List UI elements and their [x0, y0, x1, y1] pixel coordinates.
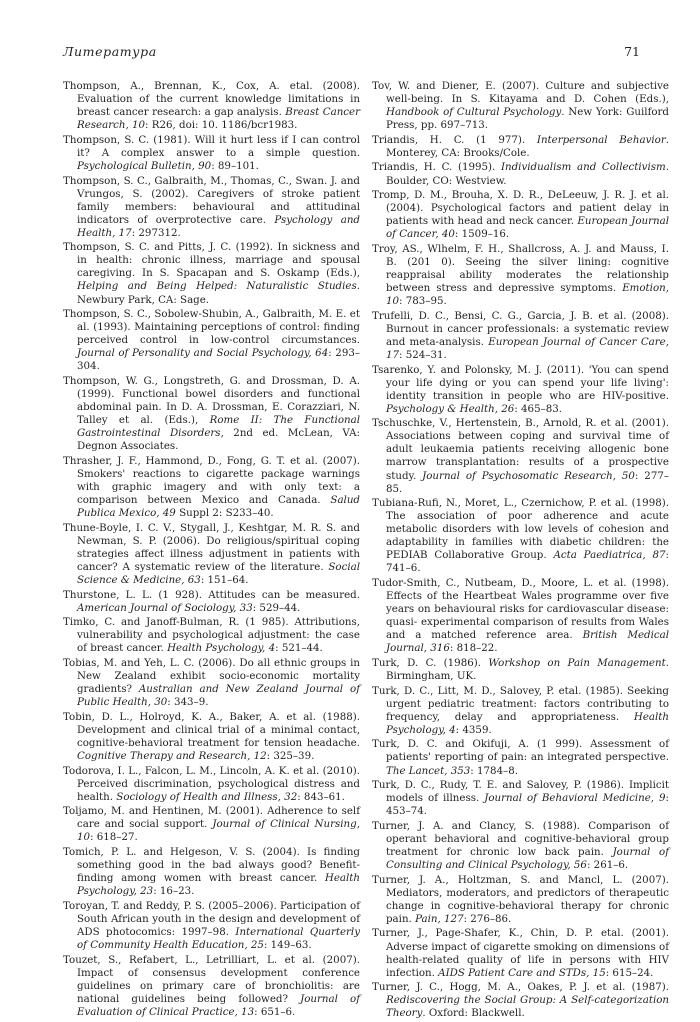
reference-text: Thompson, S. C. and Pitts, J. C. (1992). In sickness and in health: chronic illness, marriage and spousal caregiving. In S. Spacapan and S. Oskamp (Eds.), [63, 241, 360, 280]
reference-text: : 149–63. [263, 938, 312, 951]
reference-entry [63, 765, 360, 804]
reference-text: : 615–24. [605, 966, 654, 979]
reference-text: : 89–101. [211, 159, 259, 172]
reference-text: : 843–61. [297, 790, 345, 803]
reference-text: : 453–74. [386, 792, 670, 818]
reference-source: Psychological Bulletin, 90 [77, 159, 212, 172]
reference-source: Emotion, 10 [386, 282, 669, 308]
reference-entry [372, 927, 669, 979]
reference-entry [63, 900, 360, 952]
reference-entry [63, 657, 360, 709]
reference-text: : 618–27. [90, 831, 138, 844]
reference-text: : 151–64. [200, 573, 249, 586]
reference-text: : 16–23. [153, 885, 195, 898]
reference-text: . Boulder, CO: Westview. [386, 161, 669, 187]
reference-text: Turk, D. C., Rudy, T. E. and Salovey, P. (1986). Implicit models of illness. [372, 779, 669, 805]
reference-text: : 1784–8. [470, 764, 518, 777]
reference-text: : 325–39. [266, 749, 315, 762]
running-header: Литература [63, 44, 157, 59]
reference-text: Turner, J. A. and Clancy, S. (1988). Comparison of operant behavioral and cognitive-behavioral group treatment for chronic low back pain. [372, 819, 669, 858]
reference-source: AIDS Patient Care and STDs, 15 [438, 966, 606, 979]
reference-entry [372, 685, 669, 737]
reference-text: : 465–83. [514, 402, 563, 415]
reference-source: Health Psychology, 23 [77, 872, 360, 898]
reference-text: Todorova, I. L., Falcon, L. M., Lincoln, A. K. et al. (2010). Perceived discrimination, psychological distress and health. [63, 764, 360, 803]
reference-entry [63, 616, 360, 655]
reference-text: . New York: Guilford Press, pp. 697–713. [386, 106, 669, 132]
reference-source: Individualism and Collectivism [500, 161, 666, 174]
reference-entry [372, 364, 669, 416]
reference-text: Tsarenko, Y. and Polonsky, M. J. (2011). 'You can spend your life dying or you can spend your life living': identity transition in people who are HIV-positive. [372, 363, 669, 402]
reference-text: : 524–31. [399, 348, 447, 361]
reference-text: Thune-Boyle, I. C. V., Stygall, J., Keshtgar, M. R. S. and Newman, S. P. (2006). Do religious/spiritual coping strategies affect illness adjustment in patients with cancer? A systematic review of the literature. [63, 521, 360, 573]
reference-source: European Journal of Cancer Care, 17 [386, 335, 670, 361]
reference-entry [63, 241, 360, 306]
reference-text: : 261–6. [586, 859, 629, 872]
reference-source: Health Psychology, 4 [386, 710, 669, 736]
reference-text: . Monterey, CA: Brooks/Cole. [386, 133, 669, 159]
reference-text: Toroyan, T. and Reddy, P. S. (2005–2006). Participation of South African youth in the design and development of ADS photocomics: 1997–98. [63, 899, 360, 938]
reference-text: : 818–22. [449, 642, 498, 655]
reference-entry [63, 308, 360, 373]
reference-text: Thurstone, L. L. (1 928). Attitudes can be measured. [63, 588, 360, 601]
reference-text: Timko, C. and Janoff-Bulman, R. (1 985). Attributions, vulnerability and psychological adjustment: the case of breast cancer. [63, 616, 360, 655]
reference-entry [372, 243, 669, 308]
reference-source: Health Psychology, 4 [167, 642, 276, 655]
reference-source: Journal of Personality and Social Psychology, 64 [77, 347, 329, 360]
reference-source: Helping and Being Helped: Naturalistic Studies [77, 280, 357, 293]
reference-entry [372, 161, 669, 187]
reference-text: Tschuschke, V., Hertenstein, B., Arnold, R. et al. (2001). Associations between coping and survival time of adult leukaemia patients receiving allogenic bone marrow transplantation: results of a prospective study. [372, 417, 669, 482]
reference-text: : 529–44. [252, 601, 301, 614]
reference-column-left [63, 80, 360, 1020]
reference-text: Turner, J., Page-Shafer, K., Chin, D. P. etal. (2001). Adverse impact of cigarette smoking on dimensions of health-related quality of life in persons with HIV infection. [372, 927, 669, 979]
reference-source: Rome II: The Functional Gastrointestinal Disorders [77, 414, 360, 440]
reference-text: Thompson, W. G., Longstreth, G. and Drossman, D. A. (1999). Functional bowel disorders and functional abdominal pain. In D. A. Drossman, E. Corazziari, N. Talley et al. (Eds.), [63, 375, 360, 427]
reference-source: Salud Publica Mexico, 49 [77, 494, 360, 520]
reference-source: British Medical Journal, 316 [386, 629, 669, 655]
reference-source: Handbook of Cultural Psychology [386, 106, 562, 119]
reference-source: Cognitive Therapy and Research, 12 [77, 749, 267, 762]
reference-text: Turk, D. C. and Okifuji, A. (1 999). Assessment of patients' reporting of pain: an integrated perspective. [372, 738, 669, 764]
reference-entry [63, 134, 360, 173]
reference-entry [63, 522, 360, 587]
reference-entry [63, 175, 360, 240]
reference-text: , 2nd ed. McLean, VA: Degnon Associates. [77, 427, 360, 453]
reference-entry [63, 375, 360, 453]
reference-text: Thompson, S. C., Galbraith, M., Thomas, C., Swan. J. and Vrungos, S. (2002). Caregivers of stroke patient family members: behavioural and attitudinal indicators of overprotective care. [63, 174, 360, 226]
reference-text: : R26, doi: 10. 1186/bcr1983. [145, 119, 298, 132]
reference-text: : 276–86. [463, 912, 512, 925]
reference-entry [372, 577, 669, 655]
reference-text: Turk, D. C. (1986). [372, 656, 489, 669]
reference-text: Toljamo, M. and Hentinen, M. (2001). Adherence to self care and social support. [63, 805, 360, 831]
reference-source: Journal of Clinical Nursing, 10 [77, 818, 360, 844]
reference-source: Pain, 127 [415, 912, 464, 925]
reference-source: Breast Cancer Research, 10 [77, 106, 360, 132]
reference-text: : 277–85. [386, 469, 669, 495]
reference-entry [372, 738, 669, 777]
reference-entry [372, 189, 669, 241]
reference-text: Tobin, D. L., Holroyd, K. A., Baker, A. et al. (1988). Development and clinical trial of a minimal contact, cognitive-behavioral treatment for tension headache. [63, 710, 360, 749]
reference-source: Journal of Consulting and Clinical Psychology, 56 [386, 845, 669, 872]
reference-text: Touzet, S., Refabert, L., Letrilliart, L. et al. (2007). Impact of consensus development conference guidelines on primary care of bronchiolitis: are national guidelines being followed? [63, 953, 360, 1005]
reference-text: : 4359. [455, 723, 492, 736]
reference-text: Thompson, A., Brennan, K., Cox, A. etal. (2008). Evaluation of the current knowledge limitations in breast cancer research: a gap analysis. [63, 80, 360, 119]
reference-source: Journal of Evaluation of Clinical Practice, 13 [77, 992, 361, 1018]
reference-entry [372, 134, 669, 160]
reference-text: Tubiana-Rufi, N., Moret, L., Czernichow, P. et al. (1998). The association of poor adherence and acute metabolic disorders with low levels of cohesion and adaptability in families with diabetic children: the PEDIAB Collaborative Group. [372, 497, 669, 562]
reference-entry [372, 981, 669, 1020]
reference-entry [372, 820, 669, 872]
reference-source: Journal of Psychosomatic Research, 50 [422, 469, 635, 482]
reference-text: Thompson, S. C. (1981). Will it hurt less if I can control it? A complex answer to a simple question. [63, 133, 360, 159]
reference-text: Troy, AS., Wlhelm, F. H., Shallcross, A. J. and Mauss, I. B. (201 0). Seeing the silver lining: cognitive reappraisal ability moderates the relationship between stress and depressive symptoms. [372, 242, 669, 295]
reference-text: : 521–44. [275, 642, 323, 655]
reference-entry [63, 80, 360, 132]
reference-text: . Oxford: Blackwell. [422, 1007, 525, 1020]
reference-source: Journal of Behavioral Medicine, 9 [484, 792, 666, 805]
reference-text: Tudor-Smith, C., Nutbeam, D., Moore, L. et al. (1998). Effects of the Heartbeat Wales programme over five years on behavioural risks for cardiovascular disease: quasi- experimental comparison of results from Wales and a matched reference area. [372, 577, 669, 642]
reference-text: . Birmingham, UK. [386, 656, 669, 682]
reference-source: Australian and New Zealand Journal of Public Health, 30 [77, 683, 360, 709]
reference-text: Suppl 2: S233–40. [175, 507, 274, 520]
reference-entry [63, 805, 360, 844]
reference-source: Psychology and Health, 17 [77, 213, 360, 239]
reference-entry [372, 310, 669, 362]
reference-source: Acta Paediatrica, 87 [553, 549, 666, 562]
reference-source: The Lancet, 353 [386, 764, 471, 777]
reference-entry [63, 455, 360, 520]
reference-text: Thrasher, J. F., Hammond, D., Fong, G. T. et al. (2007). Smokers' reactions to cigarette package warnings with graphic imagery and with only text: a comparison between Mexico and Canada. [63, 454, 360, 507]
reference-text: Tobias, M. and Yeh, L. C. (2006). Do all ethnic groups in New Zealand exhibit socio-economic mortality gradients? [63, 656, 360, 696]
reference-source: Social Science & Medicine, 63 [77, 560, 360, 586]
reference-entry [372, 874, 669, 926]
reference-source: Interpersonal Behavior [536, 133, 666, 146]
reference-source: Sociology of Health and Illness, 32 [116, 790, 298, 803]
reference-text: : 651–6. [254, 1005, 296, 1018]
reference-text: Triandis, H. C. (1 977). [372, 133, 537, 146]
reference-text: : 343–9. [167, 696, 209, 709]
reference-entry [63, 954, 360, 1019]
reference-entry [372, 657, 669, 683]
reference-text: Turk, D. C., Litt, M. D., Salovey, P. etal. (1985). Seeking urgent pediatric treatment: factors contributing to frequency, delay and appropriateness. [372, 684, 669, 723]
reference-entry [372, 80, 669, 132]
reference-entry [63, 846, 360, 898]
reference-source: Rediscovering the Social Group: A Self-categorization Theory [386, 994, 669, 1020]
reference-text: : 293–304. [77, 347, 360, 373]
reference-source: International Quarterly of Community Health Education, 25 [77, 925, 360, 951]
reference-text: Tromp, D. M., Brouha, X. D. R., DeLeeuw, J. R. J. et al. (2004). Psychological factors and patient delay in patients with head and neck cancer. [372, 189, 669, 228]
reference-text: Turner, J. A., Holtzman, S. and Mancl, L. (2007). Mediators, moderators, and predictors of therapeutic change in cognitive-behavioral therapy for chronic pain. [372, 873, 669, 925]
reference-source: European Journal of Cancer, 40 [386, 215, 669, 241]
reference-source: Workshop on Pain Management [488, 656, 666, 669]
reference-text: Trufelli, D. C., Bensi, C. G., Garcia, J. B. et al. (2008). Burnout in cancer professionals: a systematic review and meta-analysis. [372, 309, 669, 348]
reference-text: : 1509–16. [454, 228, 510, 241]
reference-text: : 741–6. [386, 549, 670, 575]
reference-text: . Newbury Park, CA: Sage. [77, 280, 360, 306]
reference-entry [372, 779, 669, 818]
reference-column-right [372, 80, 669, 1022]
reference-entry [63, 589, 360, 615]
reference-text: : 297312. [131, 226, 181, 239]
reference-text: Tov, W. and Diener, E. (2007). Culture and subjective well-being. In S. Kitayama and D. Cohen (Eds.), [372, 80, 669, 106]
reference-text: Tomich, P. L. and Helgeson, V. S. (2004). Is finding something good in the bad always good? Benefit-finding among women with breast cancer. [63, 845, 360, 885]
reference-entry [372, 497, 669, 575]
reference-source: Psychology & Health, 26 [386, 402, 515, 415]
reference-source: American Journal of Sociology, 33 [77, 601, 253, 614]
reference-entry [372, 417, 669, 495]
reference-text: : 783–95. [399, 295, 447, 308]
page-number: 71 [624, 44, 640, 59]
reference-text: Thompson, S. C., Sobolew-Shubin, A., Galbraith, M. E. et al. (1993). Maintaining perceptions of control: finding perceived control in low-control circumstances. [63, 308, 360, 347]
reference-text: Turner, J. C., Hogg, M. A., Oakes, P. J. et al. (1987). [372, 981, 669, 994]
reference-text: Triandis, H. C. (1995). [372, 161, 501, 174]
reference-entry [63, 711, 360, 763]
